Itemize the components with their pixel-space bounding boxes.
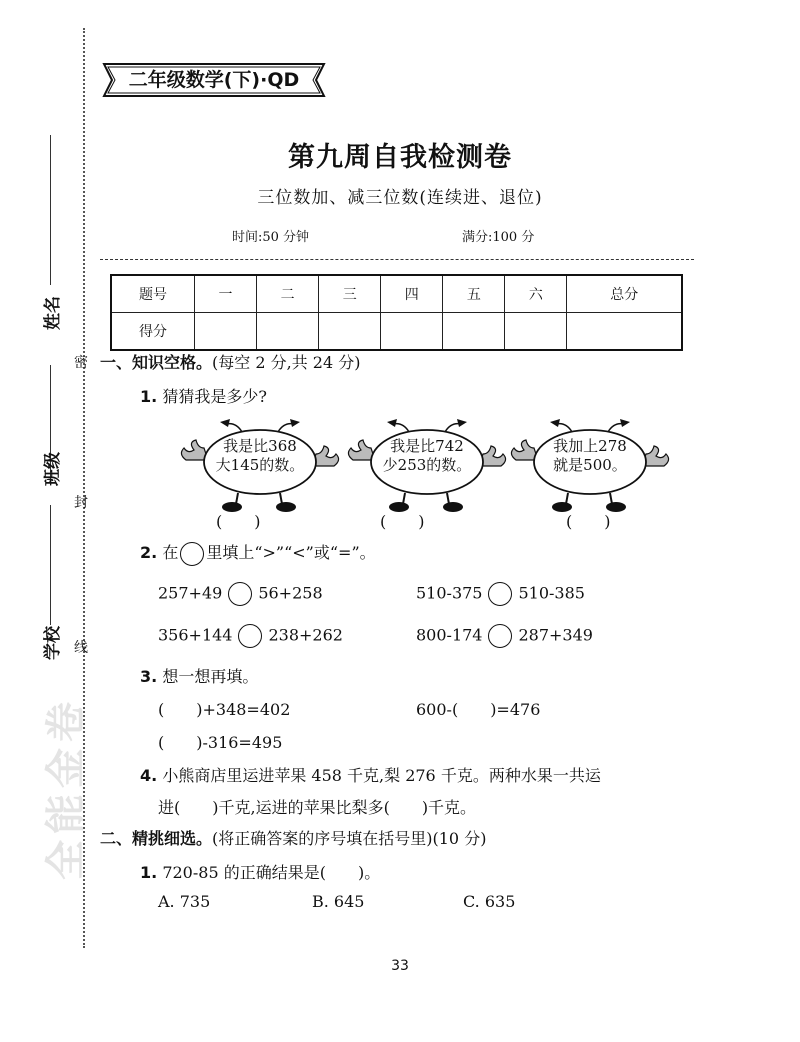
- q3-text: 想一想再填。: [162, 667, 259, 686]
- compare-circle-icon: [180, 542, 204, 566]
- section1-title: 一、知识空格。: [100, 353, 213, 372]
- score-input-cell[interactable]: [567, 313, 682, 351]
- bubble-text: [542, 437, 638, 475]
- q4-line1: 小熊商店里运进苹果 458 千克,梨 276 千克。两种水果一共运: [162, 766, 601, 785]
- seal-char-feng: 封: [74, 495, 88, 511]
- answer-blank[interactable]: ( ): [380, 512, 425, 531]
- section2-heading: [100, 826, 486, 849]
- q1-number: 1.: [140, 387, 158, 406]
- q3-prompt: [140, 664, 258, 687]
- page-number: 33: [391, 958, 409, 974]
- q4-prompt: [140, 763, 601, 786]
- compare-item-2: [416, 582, 585, 606]
- score-row-label: 得分: [111, 313, 195, 351]
- section2-note: (将正确答案的序号填在括号里)(10 分): [212, 829, 487, 848]
- score-cell: 四: [381, 275, 443, 313]
- q2-text-a: 在: [162, 543, 179, 562]
- score-table-score-row: [111, 313, 682, 351]
- bubble-line: 我是比742: [390, 437, 464, 455]
- option-a[interactable]: A. 735: [158, 892, 211, 911]
- school-underline: [50, 505, 51, 625]
- fill-item[interactable]: ( )+348=402: [158, 700, 291, 719]
- class-label: 班级: [43, 452, 63, 486]
- answer-blank[interactable]: ( ): [216, 512, 261, 531]
- compare-answer-circle[interactable]: [238, 624, 262, 648]
- compare-answer-circle[interactable]: [488, 624, 512, 648]
- section2-title: 二、精挑细选。: [100, 829, 213, 848]
- score-table-header-row: [111, 275, 682, 313]
- option-b[interactable]: B. 645: [312, 892, 365, 911]
- guess-character-2: [347, 418, 507, 514]
- score-input-cell[interactable]: [443, 313, 505, 351]
- score-input-cell[interactable]: [505, 313, 567, 351]
- header-divider: [100, 259, 694, 260]
- compare-item-3: [158, 624, 343, 648]
- bubble-text: [379, 437, 475, 475]
- score-cell: 五: [443, 275, 505, 313]
- section1-heading: [100, 350, 360, 373]
- bubble-line: 我加上278: [553, 437, 627, 455]
- fill-item[interactable]: 600-( )=476: [416, 700, 541, 719]
- score-cell: 总分: [567, 275, 682, 313]
- s2-q1-prompt: [140, 860, 380, 883]
- score-cell: 一: [195, 275, 257, 313]
- bubble-line: 我是比368: [223, 437, 297, 455]
- name-label: 姓名: [43, 296, 63, 330]
- q2-number: 2.: [140, 543, 158, 562]
- page-subtitle: 三位数加、减三位数(连续进、退位): [257, 188, 543, 208]
- q2-prompt: [140, 540, 376, 566]
- compare-item-4: [416, 624, 593, 648]
- score-input-cell[interactable]: [381, 313, 443, 351]
- bubble-line: 少253的数。: [382, 456, 472, 474]
- score-cell: 三: [319, 275, 381, 313]
- bubble-line: 大145的数。: [215, 456, 305, 474]
- compare-right: 287+349: [518, 625, 593, 645]
- s2-q1-number: 1.: [140, 863, 158, 882]
- compare-right: 56+258: [258, 583, 323, 603]
- q4-number: 4.: [140, 766, 158, 785]
- score-input-cell[interactable]: [319, 313, 381, 351]
- seal-char-xian: 线: [74, 640, 88, 656]
- score-input-cell[interactable]: [257, 313, 319, 351]
- score-cell: 六: [505, 275, 567, 313]
- compare-answer-circle[interactable]: [488, 582, 512, 606]
- full-score: 满分:100 分: [462, 230, 535, 245]
- score-table: [110, 274, 683, 351]
- q1-text: 猜猜我是多少?: [162, 387, 267, 406]
- watermark-brand: 全能金卷: [43, 696, 89, 880]
- compare-right: 238+262: [268, 625, 343, 645]
- guess-character-1: [180, 418, 340, 514]
- grade-banner: [100, 60, 328, 100]
- q3-number: 3.: [140, 667, 158, 686]
- compare-right: 510-385: [518, 583, 585, 603]
- answer-blank[interactable]: ( ): [566, 512, 611, 531]
- compare-left: 510-375: [416, 583, 483, 603]
- guess-character-3: [510, 418, 670, 514]
- s2-q1-text: 720-85 的正确结果是( )。: [162, 863, 381, 882]
- q2-text-b: 里填上“>”“<”或“=”。: [206, 543, 376, 562]
- score-cell: 题号: [111, 275, 195, 313]
- bubble-text: [212, 437, 308, 475]
- seal-char-mi: 密: [74, 355, 88, 371]
- score-cell: 二: [257, 275, 319, 313]
- q1-prompt: [140, 384, 267, 407]
- school-label: 学校: [43, 626, 63, 660]
- compare-answer-circle[interactable]: [228, 582, 252, 606]
- fill-item[interactable]: ( )-316=495: [158, 733, 283, 752]
- compare-left: 356+144: [158, 625, 233, 645]
- compare-item-1: [158, 582, 323, 606]
- page-title: 第九周自我检测卷: [288, 142, 512, 173]
- compare-left: 257+49: [158, 583, 223, 603]
- score-input-cell[interactable]: [195, 313, 257, 351]
- time-limit: 时间:50 分钟: [232, 230, 310, 245]
- q4-line2[interactable]: 进( )千克,运进的苹果比梨多( )千克。: [158, 798, 477, 817]
- banner-text: 二年级数学(下)·QD: [128, 69, 300, 91]
- bubble-line: 就是500。: [553, 456, 627, 474]
- option-c[interactable]: C. 635: [463, 892, 516, 911]
- section1-note: (每空 2 分,共 24 分): [212, 353, 361, 372]
- compare-left: 800-174: [416, 625, 483, 645]
